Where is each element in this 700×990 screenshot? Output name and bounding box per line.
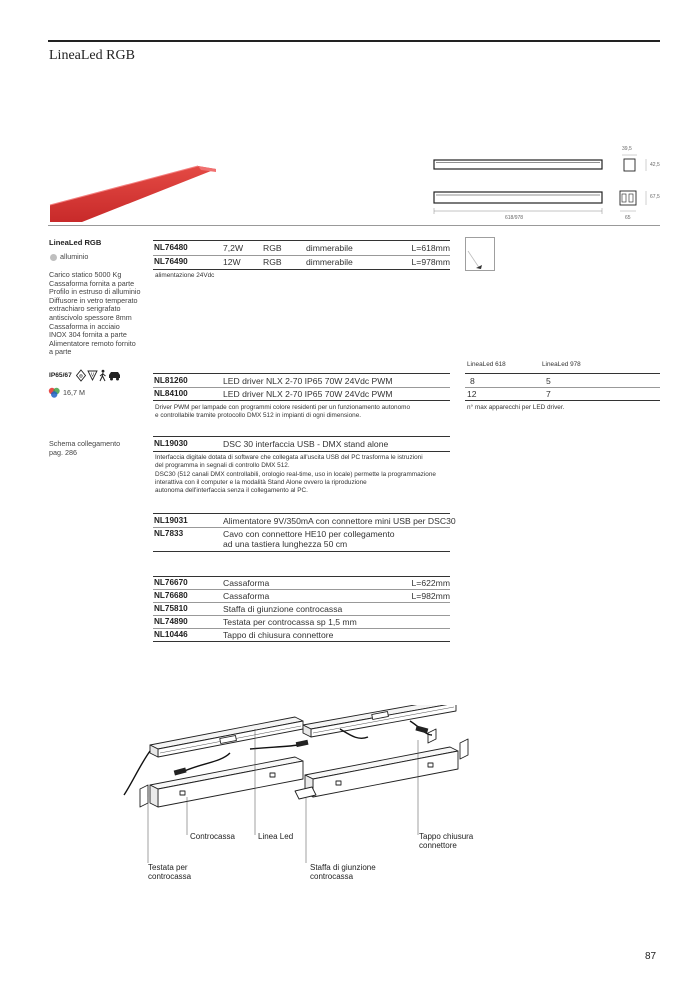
row-divider (465, 387, 660, 388)
feature-item: Alimentatore remoto fornito (49, 338, 136, 348)
installation-diagram (110, 705, 480, 885)
table-row: NL76680 Cassaforma L=982mm (154, 591, 450, 601)
dimension-drawing (430, 150, 670, 225)
row-divider (153, 387, 450, 388)
section-rule (48, 225, 660, 226)
dim-length: 618/978 (505, 215, 524, 221)
drivers-rule-top (153, 373, 450, 374)
table-cell: 12 (467, 389, 477, 399)
row-divider (153, 628, 450, 629)
interface-note: Interfaccia digitale dotata di software che collegata all'uscita USB del PC trasforma le istruzioni del programma in segnali di controllo DMX 512. DSC30 (512 canali DMX controllabili, orologio real-time, uso in locale) permette la programmazione interattiva con il computer e la modalità Stand Alone ovvero la riproduzione autonoma dell'interfaccia senza il collegamento al PC. (155, 454, 436, 495)
products-rule-top (153, 240, 450, 241)
table-row: NL19030 DSC 30 interfaccia USB - DMX stand alone (154, 439, 389, 449)
table-row: NL76490 12W RGB dimmerabile L=978mm (154, 257, 450, 267)
row-divider (153, 255, 450, 256)
max-note: n° max apparecchi per LED driver. (467, 404, 565, 411)
accessories-rule-bottom (153, 551, 450, 552)
drivers-rule-bottom (153, 400, 450, 401)
table-cell: 5 (546, 376, 551, 386)
class-icon (77, 370, 86, 381)
table-row: NL19031 Alimentatore 9V/350mA con connettore mini USB per DSC30 (154, 516, 456, 526)
table-row: NL74890 Testata per controcassa sp 1,5 mm (154, 617, 357, 627)
label-linea-led: Linea Led (258, 832, 294, 841)
max-header-618: LineaLed 618 (467, 361, 506, 368)
label-tappo: Tappo chiusura connettore (419, 832, 474, 850)
row-divider (153, 615, 450, 616)
feature-item: a parte (49, 347, 72, 357)
table-row: NL7833 Cavo con connettore HE10 per collegamento ad una tastiera lunghezza 50 cm (154, 529, 395, 549)
table-row: NL75810 Staffa di giunzione controcassa (154, 604, 343, 614)
dim-top-width: 39,5 (622, 146, 632, 152)
row-divider (153, 602, 450, 603)
certification-icons (76, 369, 128, 382)
row-divider (153, 527, 450, 528)
feature-item: INOX 304 fornita a parte (49, 330, 127, 340)
accessories-rule-top (153, 513, 450, 514)
table-cell: 7 (546, 389, 551, 399)
label-controcassa: Controcassa (190, 832, 235, 841)
colors-label: 16,7 M (63, 388, 85, 397)
table-row: NL10446 Tappo di chiusura connettore (154, 630, 334, 640)
feature-item: Profilo in estruso di alluminio (49, 287, 141, 297)
sidebar-product-name: LineaLed RGB (49, 238, 102, 247)
schema-reference: Schema collegamento pag. 286 (49, 439, 121, 457)
products-rule-bottom (153, 269, 450, 270)
boxes-rule-top (153, 576, 450, 577)
product-thumbnail (465, 237, 495, 271)
feature-item: antiscivolo spessore 8mm (49, 312, 132, 322)
drive-over-icon (109, 372, 120, 381)
power-note: alimentazione 24Vdc (155, 272, 215, 279)
table-row: NL84100 LED driver NLX 2-70 IP65 70W 24Vdc PWM (154, 389, 393, 399)
table-cell: 8 (470, 376, 475, 386)
dim-bottom-width: 65 (625, 215, 631, 221)
row-divider (153, 589, 450, 590)
drivers-note: Driver PWM per lampade con programmi colore residenti per un funzionamento autonomo e controllabile tramite protocollo DMX 512 in impianti di ogni dimensione. (155, 404, 411, 420)
triangle-v-icon (88, 371, 97, 380)
ip-rating: IP65/67 (49, 372, 72, 379)
finish-swatch (50, 254, 57, 261)
svg-text:⊕: ⊕ (78, 373, 84, 380)
finish-label: alluminio (60, 252, 89, 261)
dim-height-2: 67,5 (650, 194, 660, 200)
label-testata: Testata per controcassa (148, 863, 192, 881)
walk-over-icon (100, 370, 106, 381)
max-rule-bottom (465, 400, 660, 401)
label-staffa: Staffa di giunzione controcassa (310, 863, 376, 881)
table-row: NL81260 LED driver NLX 2-70 IP65 70W 24Vdc PWM (154, 376, 393, 386)
max-header-978: LineaLed 978 (542, 361, 581, 368)
table-row: NL76480 7,2W RGB dimmerabile L=618mm (154, 243, 450, 253)
page-number: 87 (645, 951, 657, 962)
interface-rule-top (153, 436, 450, 437)
feature-item: Diffusore in vetro temperato (49, 295, 138, 305)
boxes-rule-bottom (153, 641, 450, 642)
feature-item: Cassaforma in acciaio (49, 321, 120, 331)
feature-item: Carico statico 5000 Kg (49, 270, 122, 279)
max-rule-top (465, 373, 660, 374)
interface-rule-bottom (153, 451, 450, 452)
table-row: NL76670 Cassaforma L=622mm (154, 578, 450, 588)
feature-item: extrachiaro serigrafato (49, 304, 121, 314)
dim-height-1: 42,5 (650, 162, 660, 168)
svg-text:V: V (90, 372, 95, 379)
feature-item: Cassaforma fornita a parte (49, 278, 135, 288)
page-title: LineaLed RGB (49, 48, 135, 63)
product-image (48, 160, 218, 225)
header-rule (48, 40, 660, 42)
feature-list (49, 271, 149, 357)
rgb-icon (48, 387, 61, 398)
